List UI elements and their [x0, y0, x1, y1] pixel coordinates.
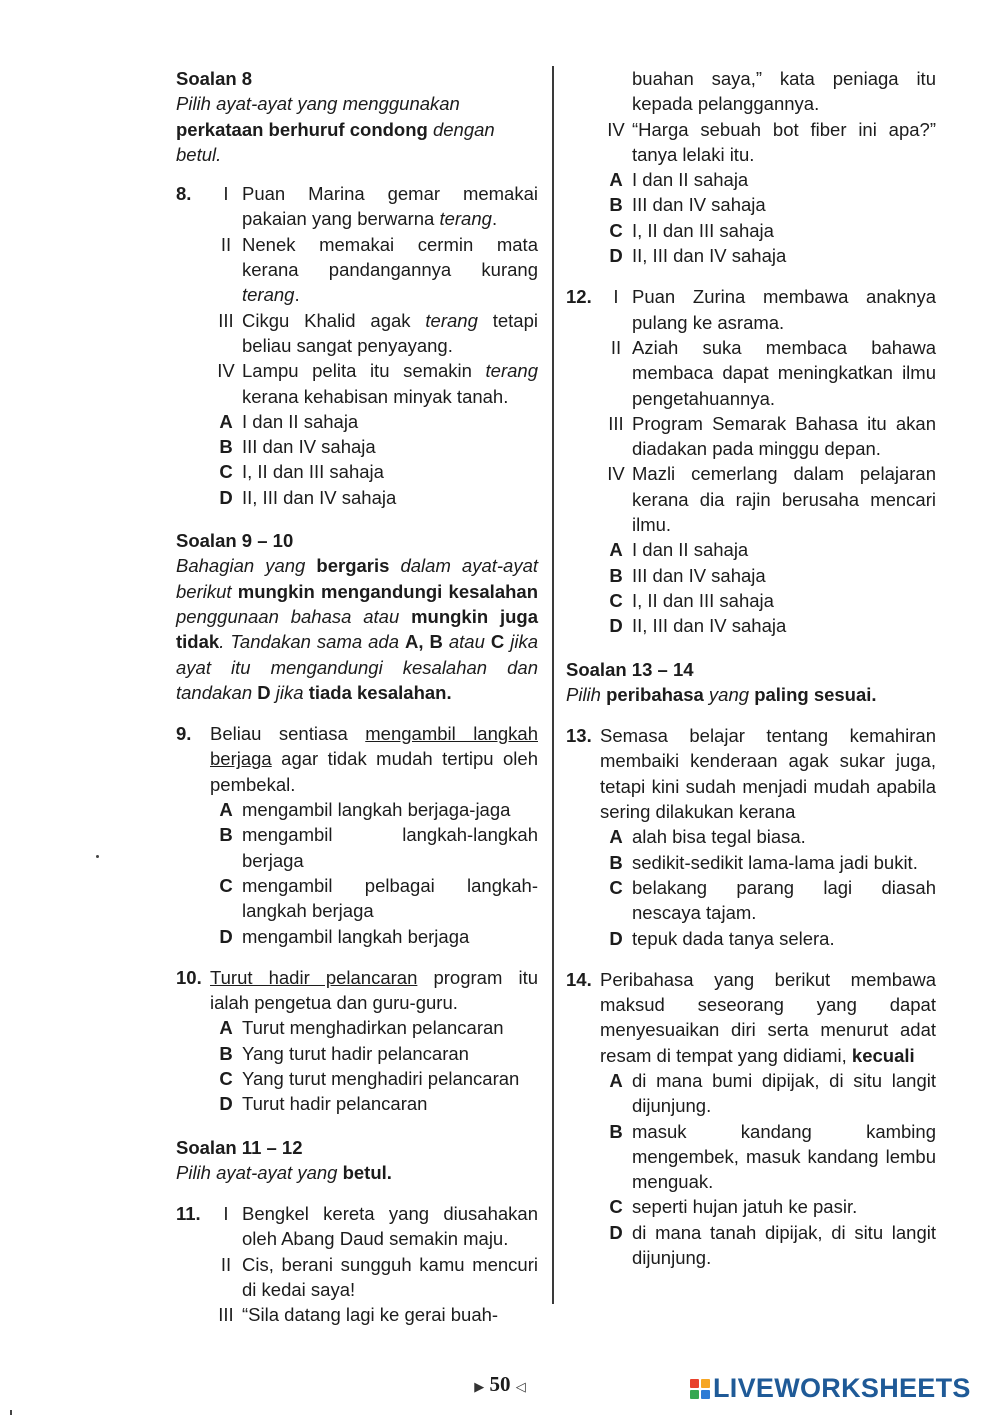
option-text: I, II dan III sahaja	[632, 219, 774, 241]
question-number: 14.	[566, 968, 592, 990]
text: . Tandakan sama ada	[219, 631, 405, 653]
option-letter: A	[609, 826, 623, 848]
statement-1	[600, 284, 936, 335]
roman-numeral: IV	[607, 118, 625, 140]
statement-3	[210, 308, 538, 359]
option-c[interactable]	[210, 1066, 538, 1091]
option-text: III dan IV sahaja	[632, 194, 766, 216]
underlined-phrase: Turut hadir pelancaran	[210, 966, 418, 988]
text: dalam ayat-ayat berikut	[176, 555, 538, 602]
question-number: 10.	[176, 966, 202, 988]
text: yang	[703, 683, 755, 705]
statement-4	[600, 117, 936, 168]
text: atau	[442, 631, 491, 653]
text: Lampu pelita itu semakin	[242, 360, 486, 382]
question-10	[176, 965, 538, 1117]
option-letter: C	[219, 1067, 233, 1089]
option-b[interactable]	[210, 434, 538, 459]
text: mungkin juga tidak	[176, 605, 538, 653]
option-text: III dan IV sahaja	[632, 564, 766, 586]
text: agar tidak mudah tertipu oleh pembekal.	[210, 748, 538, 795]
text: Puan Marina gemar memakai pakaian yang berwarna	[242, 183, 538, 230]
option-d[interactable]	[600, 613, 936, 638]
text: mungkin mengandungi kesalahan	[237, 580, 539, 602]
instruction-italic: dengan betul.	[176, 118, 495, 165]
option-c[interactable]	[600, 1194, 936, 1219]
option-c[interactable]	[600, 588, 936, 613]
option-text: mengambil pelbagai langkah-langkah berjaga	[242, 874, 538, 922]
text: kerana kehabisan minyak tanah.	[242, 385, 509, 407]
option-a[interactable]	[210, 1015, 538, 1040]
roman-numeral: I	[613, 286, 619, 308]
option-text: mengambil langkah berjaga	[242, 925, 470, 947]
right-column	[566, 66, 936, 1270]
question-body	[210, 1201, 538, 1327]
option-text: I dan II sahaja	[632, 169, 749, 191]
text: Beliau sentiasa	[210, 723, 366, 745]
option-b[interactable]	[210, 1041, 538, 1066]
question-body	[600, 284, 936, 638]
option-letter: B	[219, 436, 233, 458]
statement-text: Cis, berani sungguh kamu mencuri di kedai saya!	[242, 1253, 538, 1301]
statement-2	[210, 232, 538, 308]
logo-square	[690, 1390, 699, 1399]
text: peribahasa	[606, 683, 704, 705]
option-letter: B	[609, 1120, 623, 1142]
question-stem: Semasa belajar tentang kemahiran membaiki kenderaan agak sukar juga, tetapi kini sudah menjadi mudah apabila sering dilakukan kerana	[600, 725, 936, 823]
question-body	[600, 723, 936, 951]
option-text: tepuk dada tanya selera.	[632, 927, 835, 949]
question-number: 11.	[176, 1203, 201, 1225]
text: Nenek memakai cermin mata kerana pandangannya kurang	[242, 233, 538, 281]
option-letter: B	[219, 824, 233, 846]
question-8	[176, 181, 538, 510]
option-letter: D	[609, 1221, 623, 1243]
option-text: III dan IV sahaja	[242, 436, 376, 458]
roman-numeral: I	[223, 1203, 229, 1225]
section-soalan-13-14	[566, 657, 936, 708]
option-c[interactable]	[600, 218, 936, 243]
logo-square	[701, 1379, 710, 1388]
option-letter: D	[219, 486, 233, 508]
option-d[interactable]	[600, 926, 936, 951]
option-d[interactable]	[210, 485, 538, 510]
logo-text: LIVEWORKSHEETS	[713, 1373, 971, 1403]
roman-numeral: III	[218, 309, 234, 331]
question-number: 12.	[566, 286, 592, 308]
statement-text: Puan Zurina membawa anaknya pulang ke asrama.	[632, 286, 936, 333]
option-text: I, II dan III sahaja	[242, 461, 384, 483]
option-text: Yang turut menghadiri pelancaran	[242, 1067, 520, 1089]
option-letter: B	[609, 564, 623, 586]
text: C	[490, 631, 505, 653]
option-letter: C	[609, 1196, 623, 1218]
option-text: II, III dan IV sahaja	[632, 615, 787, 637]
option-text: Turut hadir pelancaran	[242, 1093, 428, 1115]
option-text: masuk kandang kambing mengembek, masuk kandang lembu menguak.	[632, 1120, 936, 1193]
option-a[interactable]	[600, 167, 936, 192]
scan-mark	[10, 1410, 12, 1415]
option-letter: C	[609, 219, 623, 241]
question-stem	[210, 721, 538, 797]
question-12	[566, 284, 936, 638]
text: D	[257, 681, 271, 703]
option-a[interactable]	[210, 409, 538, 434]
text: tetapi beliau sangat penyayang.	[242, 309, 538, 356]
italic-word: terang	[425, 309, 478, 331]
text: jika ayat itu mengandungi kesalahan dan tandakan	[176, 631, 538, 703]
section-heading: Soalan 11 – 12	[176, 1136, 303, 1158]
option-b[interactable]	[600, 192, 936, 217]
option-letter: D	[609, 927, 623, 949]
statement-text: Mazli cemerlang dalam pelajaran kerana dia rajin berusaha mencari ilmu.	[632, 463, 936, 536]
roman-numeral: II	[220, 233, 232, 255]
option-letter: B	[609, 851, 623, 873]
text: Bahagian yang	[176, 555, 317, 577]
text: jika	[270, 681, 309, 703]
option-text: di mana tanah dipijak, di situ langit dijunjung.	[632, 1221, 936, 1269]
option-text: I dan II sahaja	[632, 539, 749, 561]
question-stem	[210, 965, 538, 1016]
question-number: 9.	[176, 723, 192, 745]
page-number: 50	[489, 1372, 511, 1396]
section-instruction	[566, 682, 936, 707]
question-body	[210, 965, 538, 1117]
right-triangle-icon: ▶	[474, 1378, 485, 1394]
text: betul.	[342, 1161, 392, 1183]
text: Pilih ayat-ayat yang	[176, 1161, 343, 1183]
question-body	[600, 66, 936, 268]
statement-text: Program Semarak Bahasa itu akan diadakan pada minggu depan.	[632, 412, 936, 460]
text: Pilih	[566, 683, 607, 705]
statement-1	[210, 181, 538, 232]
option-letter: C	[609, 589, 623, 611]
option-d[interactable]	[210, 1091, 538, 1116]
question-9	[176, 721, 538, 949]
text: penggunaan bahasa atau	[176, 605, 412, 627]
statement-3-end	[600, 66, 936, 117]
option-letter: D	[609, 615, 623, 637]
question-number: 13.	[566, 725, 592, 747]
text: tiada kesalahan.	[308, 681, 452, 703]
option-letter: A	[609, 169, 623, 191]
roman-numeral: I	[223, 183, 229, 205]
roman-numeral: II	[610, 336, 622, 358]
section-instruction	[176, 553, 538, 705]
option-b[interactable]	[600, 850, 936, 875]
section-heading: Soalan 13 – 14	[566, 658, 694, 680]
option-d[interactable]	[210, 924, 538, 949]
italic-word: terang	[485, 360, 538, 382]
statement-text: Bengkel kereta yang diusahakan oleh Abang Daud semakin maju.	[242, 1203, 538, 1250]
question-body	[600, 967, 936, 1271]
text: .	[294, 284, 300, 306]
text: Cikgu Khalid agak	[242, 309, 426, 331]
option-d[interactable]	[600, 1220, 936, 1271]
option-text: seperti hujan jatuh ke pasir.	[632, 1196, 858, 1218]
statement-text	[242, 232, 538, 308]
statement-2	[600, 335, 936, 411]
section-heading: Soalan 9 – 10	[176, 530, 294, 552]
option-letter: C	[609, 876, 623, 898]
option-letter: D	[219, 925, 233, 947]
option-a[interactable]	[210, 797, 538, 822]
liveworksheets-logo	[690, 1373, 971, 1403]
left-triangle-icon: ◁	[515, 1378, 526, 1394]
statement-text	[242, 181, 538, 232]
text: .	[491, 208, 498, 230]
option-a[interactable]	[600, 1068, 936, 1119]
option-d[interactable]	[600, 243, 936, 268]
option-letter: A	[219, 1017, 233, 1039]
option-letter: A	[609, 1069, 623, 1091]
option-letter: B	[219, 1042, 233, 1064]
statement-3	[600, 411, 936, 462]
statement-2	[210, 1252, 538, 1303]
spacer	[600, 66, 632, 117]
option-letter: D	[609, 245, 623, 267]
option-letter: A	[219, 799, 233, 821]
text: program itu ialah pengetua dan guru-guru.	[210, 966, 538, 1014]
roman-numeral: IV	[217, 360, 235, 382]
italic-word: terang	[242, 284, 295, 306]
logo-squares-icon	[690, 1379, 710, 1399]
question-11	[176, 1201, 538, 1327]
option-letter: D	[219, 1093, 233, 1115]
option-text: di mana bumi dipijak, di situ langit dijunjung.	[632, 1069, 936, 1117]
option-c[interactable]	[210, 873, 538, 924]
question-number: 8.	[176, 183, 192, 205]
spacer	[566, 66, 600, 268]
statement-4	[600, 461, 936, 537]
option-c[interactable]	[210, 459, 538, 484]
option-text: Turut menghadirkan pelancaran	[242, 1017, 504, 1039]
question-stem	[600, 967, 936, 1068]
statement-4	[210, 358, 538, 409]
option-text: mengambil langkah berjaga-jaga	[242, 799, 511, 821]
section-soalan-8	[176, 66, 538, 167]
instruction-italic: Pilih ayat-ayat yang menggunakan	[176, 93, 460, 115]
text: Peribahasa yang berikut membawa maksud seseorang yang dapat menyesuaikan diri serta menurut adat resam di tempat yang didiami,	[600, 968, 936, 1066]
option-text: belakang parang lagi diasah nescaya tajam.	[632, 876, 936, 924]
statement-1	[210, 1201, 538, 1252]
option-text: mengambil langkah-langkah berjaga	[242, 824, 538, 871]
option-text: alah bisa tegal biasa.	[632, 826, 806, 848]
option-a[interactable]	[600, 537, 936, 562]
option-b[interactable]	[600, 563, 936, 588]
italic-word: terang	[439, 208, 492, 230]
section-soalan-11-12	[176, 1135, 538, 1186]
logo-square	[690, 1379, 699, 1388]
option-text: II, III dan IV sahaja	[242, 486, 397, 508]
option-text: sedikit-sedikit lama-lama jadi bukit.	[632, 851, 918, 873]
option-letter: A	[219, 410, 233, 432]
option-text: I, II dan III sahaja	[632, 589, 774, 611]
logo-square	[701, 1390, 710, 1399]
statement-text	[242, 308, 538, 359]
option-b[interactable]	[210, 822, 538, 873]
question-14	[566, 967, 936, 1271]
column-divider	[552, 66, 554, 1304]
statement-3-start	[210, 1302, 538, 1327]
question-11-continued	[566, 66, 936, 268]
option-a[interactable]	[600, 824, 936, 849]
text: A, B	[405, 631, 443, 653]
text: bergaris	[316, 555, 390, 577]
option-b[interactable]	[600, 1119, 936, 1195]
statement-text: “Sila datang lagi ke gerai buah-	[242, 1304, 499, 1326]
option-letter: C	[219, 874, 233, 896]
statement-text: “Harga sebuah bot fiber ini apa?” tanya lelaki itu.	[632, 118, 936, 165]
option-text: II, III dan IV sahaja	[632, 245, 787, 267]
option-letter: C	[219, 461, 233, 483]
option-letter: A	[609, 539, 623, 561]
section-instruction	[176, 91, 538, 167]
roman-numeral: III	[218, 1304, 234, 1326]
underlined-phrase: mengambil langkah berjaga	[210, 723, 538, 770]
option-letter: B	[609, 194, 623, 216]
section-heading: Soalan 8	[176, 68, 253, 89]
statement-text: Aziah suka membaca bahawa membaca dapat meningkatkan ilmu pengetahuannya.	[632, 336, 936, 409]
question-body	[210, 181, 538, 510]
option-text: Yang turut hadir pelancaran	[242, 1042, 469, 1064]
option-text: I dan II sahaja	[242, 410, 359, 432]
section-instruction	[176, 1160, 538, 1185]
statement-text	[242, 358, 538, 409]
section-soalan-9-10	[176, 528, 538, 705]
roman-numeral: III	[608, 412, 624, 434]
instruction-bold: perkataan berhuruf condong	[176, 118, 428, 140]
option-c[interactable]	[600, 875, 936, 926]
question-13	[566, 723, 936, 951]
question-body	[210, 721, 538, 949]
statement-text: buahan saya,” kata peniaga itu kepada pelanggannya.	[632, 68, 936, 115]
text: paling sesuai.	[754, 683, 877, 705]
left-column	[176, 66, 538, 1328]
roman-numeral: IV	[607, 463, 625, 485]
scan-dot	[96, 855, 99, 858]
bold-word: kecuali	[851, 1044, 915, 1066]
roman-numeral: II	[220, 1253, 232, 1275]
